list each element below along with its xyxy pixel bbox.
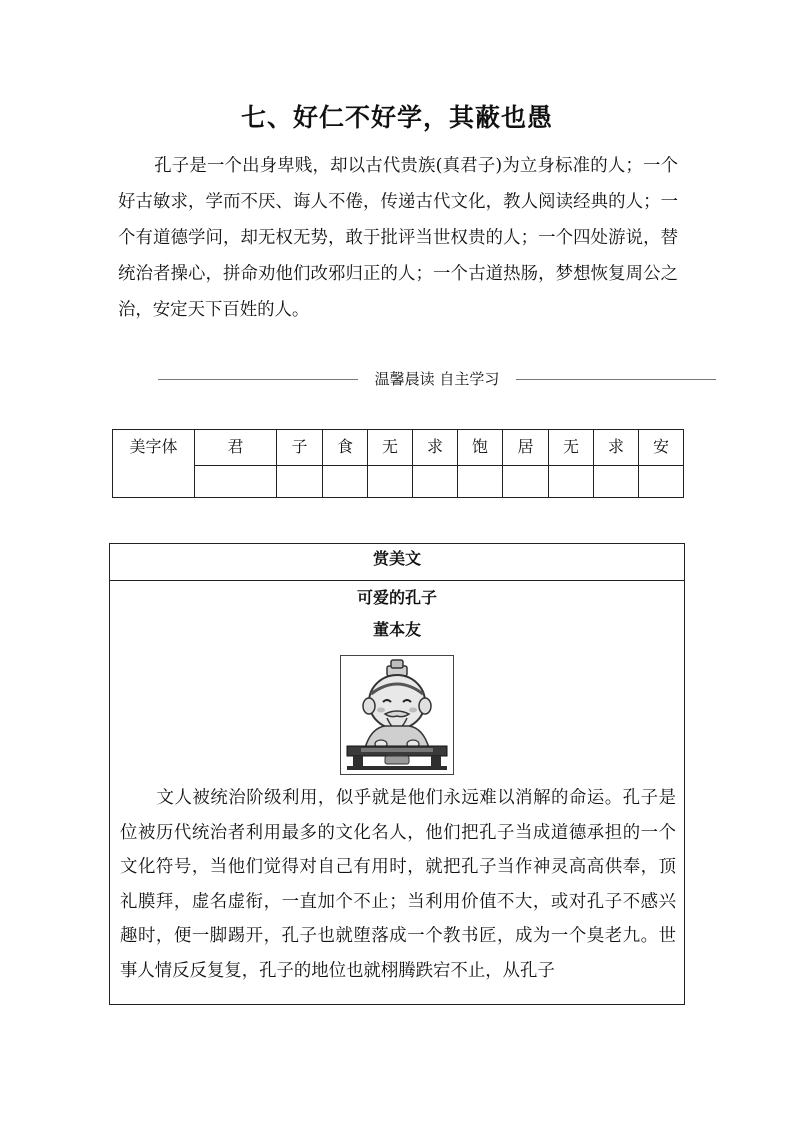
char-cell: 饱 <box>458 430 503 466</box>
practice-cell[interactable] <box>639 466 684 498</box>
practice-cell[interactable] <box>195 466 277 498</box>
article-author: 董本友 <box>372 620 421 639</box>
article-body <box>120 781 676 988</box>
appreciation-box <box>109 543 685 1005</box>
divider-line-left <box>158 379 358 380</box>
page-title: 七、好仁不好学，其蔽也愚 <box>240 103 553 132</box>
section-divider <box>158 366 718 392</box>
char-row <box>113 430 684 466</box>
practice-cell[interactable] <box>368 466 413 498</box>
divider-line-right <box>516 379 716 380</box>
practice-cell[interactable] <box>323 466 368 498</box>
practice-cell[interactable] <box>277 466 323 498</box>
practice-cell[interactable] <box>413 466 458 498</box>
confucius-illustration <box>340 655 454 775</box>
char-cell: 无 <box>549 430 594 466</box>
char-cell: 食 <box>323 430 368 466</box>
appreciation-header: 赏美文 <box>110 544 684 581</box>
section-divider-label: 温馨晨读 自主学习 <box>374 370 500 388</box>
char-cell: 无 <box>368 430 413 466</box>
confucius-cartoon-icon <box>341 656 453 774</box>
calligraphy-practice-table <box>112 429 684 498</box>
intro-text: 孔子是一个出身卑贱，却以古代贵族(真君子)为立身标准的人；一个好古敏求，学而不厌、诲人不倦，传递古代文化，教人阅读经典的人；一个有道德学问，却无权无势，敢于批评当世权贵的人；一个四处游说，替统治者操心，拼命劝他们改邪归正的人；一个古道热肠，梦想恢复周公之治，安定天下百姓的人。 <box>118 156 678 320</box>
practice-cell[interactable] <box>503 466 549 498</box>
char-table-header: 美字体 <box>113 430 195 498</box>
char-cell: 子 <box>277 430 323 466</box>
char-cell: 居 <box>503 430 549 466</box>
article-body-text: 文人被统治阶级利用，似乎就是他们永远难以消解的命运。孔子是位被历代统治者利用最多的文化名人，他们把孔子当成道德承担的一个文化符号，当他们觉得对自己有用时，就把孔子当作神灵高高供奉，顶礼膜拜，虚名虚衔，一直加个不止；当利用价值不大，或对孔子不感兴趣时，便一脚踢开，孔子也就堕落成一个教书匠，成为一个臭老九。世事人情反反复复，孔子的地位也就栩腾跌宕不止，从孔子 <box>120 788 676 981</box>
practice-row <box>113 466 684 498</box>
char-cell: 求 <box>413 430 458 466</box>
intro-paragraph <box>118 148 678 328</box>
char-cell: 安 <box>639 430 684 466</box>
char-cell: 君 <box>195 430 277 466</box>
char-cell: 求 <box>594 430 639 466</box>
practice-cell[interactable] <box>549 466 594 498</box>
practice-cell[interactable] <box>594 466 639 498</box>
practice-cell[interactable] <box>458 466 503 498</box>
article-title: 可爱的孔子 <box>356 588 437 607</box>
